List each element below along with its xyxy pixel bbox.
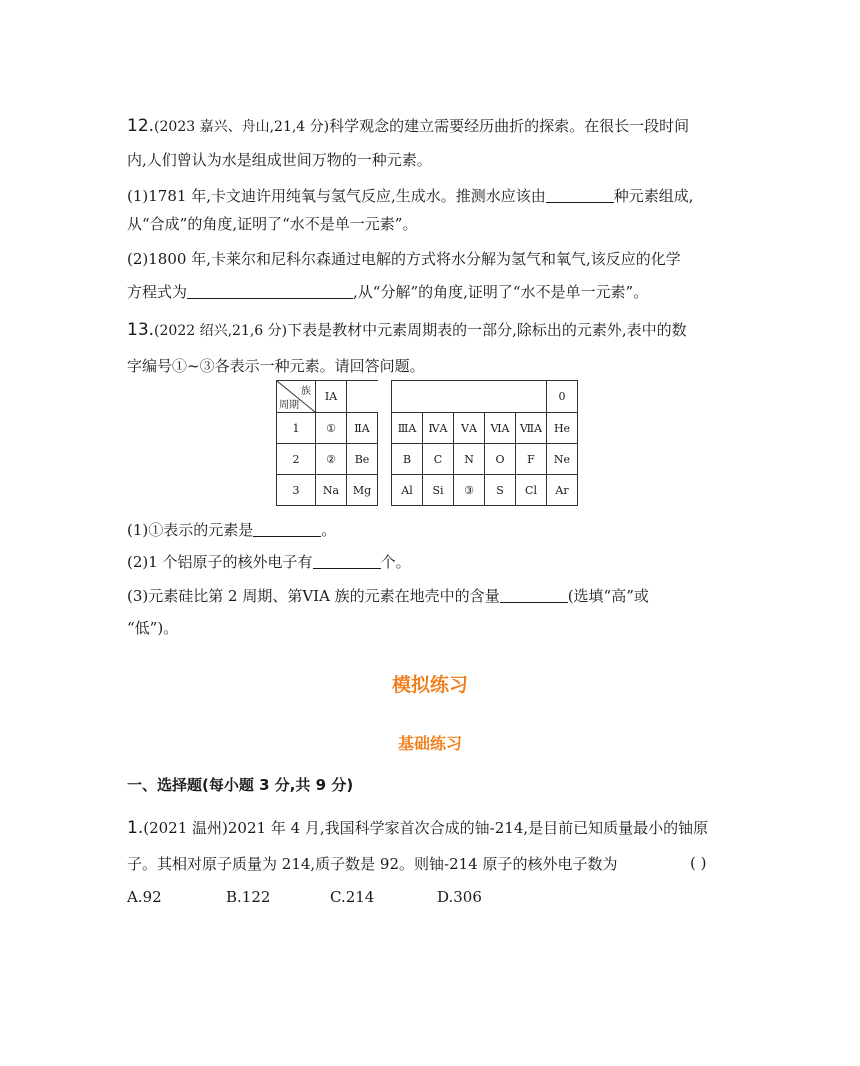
periodic-table-row — [277, 475, 578, 506]
q13-part3-text2: (选填“高”或 — [567, 587, 649, 605]
element-cell: ⅦA — [516, 413, 547, 444]
table-header-cell — [392, 381, 423, 413]
q13-line1 — [127, 320, 687, 341]
q12-source: (2023 嘉兴、舟山,21,4 分) — [154, 119, 330, 135]
corner-group-label: 族 — [301, 386, 311, 397]
q13-part3-text: (3)元素硅比第 2 周期、第VIA 族的元素在地壳中的含量 — [127, 587, 500, 605]
table-header-cell — [485, 381, 516, 413]
q13-line2: 字编号①~③各表示一种元素。请回答问题。 — [127, 357, 425, 375]
q13-part1-line — [127, 520, 336, 540]
q12-part1-text2: 种元素组成, — [613, 187, 694, 205]
element-cell: ⅡA — [347, 413, 378, 444]
table-header-cell — [347, 381, 378, 413]
q13-source: (2022 绍兴,21,6 分) — [154, 323, 288, 339]
element-cell: ① — [316, 413, 347, 444]
section-heading-main: 模拟练习 — [391, 674, 468, 696]
table-gap — [378, 413, 392, 444]
q13-part2-text: (2)1 个铝原子的核外电子有 — [127, 553, 313, 571]
q13-part2-line — [127, 552, 411, 572]
periodic-table-header — [277, 381, 578, 413]
element-cell: B — [392, 444, 423, 475]
element-cell: Si — [423, 475, 454, 506]
period-label: 3 — [277, 475, 316, 506]
table-header-cell: 0 — [547, 381, 578, 413]
q12-part1-line — [127, 186, 694, 206]
q1-answer-bracket[interactable]: ( ) — [690, 854, 707, 872]
q12-blank1[interactable] — [546, 187, 614, 203]
element-cell: ⅢA — [392, 413, 423, 444]
q12-line2: 内,人们曾认为水是组成世间万物的一种元素。 — [127, 151, 432, 169]
q1-option-c[interactable]: C.214 — [330, 888, 375, 906]
element-cell: Al — [392, 475, 423, 506]
q13-blank3[interactable] — [500, 587, 568, 603]
q13-part3-line2: “低”)。 — [127, 619, 179, 637]
q1-option-d[interactable]: D.306 — [437, 888, 482, 906]
table-header-cell — [423, 381, 454, 413]
element-cell: F — [516, 444, 547, 475]
periodic-table — [276, 380, 578, 506]
period-label: 1 — [277, 413, 316, 444]
element-cell: Na — [316, 475, 347, 506]
q12-part2-text2: ,从“分解”的角度,证明了“水不是单一元素”。 — [353, 283, 649, 301]
element-cell: Cl — [516, 475, 547, 506]
q12-part2-text: 方程式为 — [127, 283, 188, 301]
element-cell: ⅤA — [454, 413, 485, 444]
element-cell: C — [423, 444, 454, 475]
q1-line2: 子。其相对原子质量为 214,质子数是 92。则铀-214 原子的核外电子数为 — [127, 855, 618, 873]
q12-part1-text: (1)1781 年,卡文迪许用纯氧与氢气反应,生成水。推测水应该由 — [127, 187, 546, 205]
corner-period-label: 周期 — [279, 400, 299, 411]
element-cell: N — [454, 444, 485, 475]
q13-text1: 下表是教材中元素周期表的一部分,除标出的元素外,表中的数 — [287, 321, 687, 339]
table-header-cell: ⅠA — [316, 381, 347, 413]
table-corner — [277, 381, 316, 413]
q13-part1-text: (1)①表示的元素是 — [127, 521, 254, 539]
q12-text1: 科学观念的建立需要经历曲折的探索。在很长一段时间 — [329, 117, 690, 135]
element-cell: Be — [347, 444, 378, 475]
q1-number: 1. — [127, 818, 144, 838]
element-cell: ③ — [454, 475, 485, 506]
q12-part2-line2 — [127, 282, 648, 302]
element-cell: He — [547, 413, 578, 444]
q13-blank1[interactable] — [253, 521, 321, 537]
part1-heading: 一、选择题(每小题 3 分,共 9 分) — [127, 776, 354, 794]
table-gap — [378, 444, 392, 475]
q1-option-b[interactable]: B.122 — [226, 888, 271, 906]
q12-blank2[interactable] — [187, 283, 353, 299]
q13-number: 13. — [127, 320, 155, 340]
q13-part2-text2: 个。 — [380, 553, 411, 571]
q13-blank2[interactable] — [313, 553, 381, 569]
q1-text1: (2021 温州)2021 年 4 月,我国科学家首次合成的铀-214,是目前已知质量最小的铀原 — [143, 819, 709, 837]
element-cell: Ne — [547, 444, 578, 475]
q12-part1-line2: 从“合成”的角度,证明了“水不是单一元素”。 — [127, 215, 418, 233]
element-cell: O — [485, 444, 516, 475]
periodic-table-row — [277, 444, 578, 475]
element-cell: Ar — [547, 475, 578, 506]
element-cell: Mg — [347, 475, 378, 506]
period-label: 2 — [277, 444, 316, 475]
q12-line1 — [127, 116, 689, 137]
element-cell: S — [485, 475, 516, 506]
q1-line1 — [127, 818, 708, 838]
q1-option-a[interactable]: A.92 — [127, 888, 162, 906]
element-cell: ⅥA — [485, 413, 516, 444]
table-header-cell — [454, 381, 485, 413]
q12-number: 12. — [127, 116, 155, 136]
q13-part1-text2: 。 — [321, 521, 337, 539]
section-heading-sub: 基础练习 — [397, 734, 462, 753]
periodic-table-row — [277, 413, 578, 444]
table-header-cell — [516, 381, 547, 413]
table-gap — [378, 475, 392, 506]
q13-part3-line — [127, 586, 649, 606]
element-cell: ② — [316, 444, 347, 475]
table-gap — [378, 381, 392, 413]
element-cell: ⅣA — [423, 413, 454, 444]
q12-part2-line: (2)1800 年,卡莱尔和尼科尔森通过电解的方式将水分解为氢气和氧气,该反应的化学 — [127, 250, 681, 268]
